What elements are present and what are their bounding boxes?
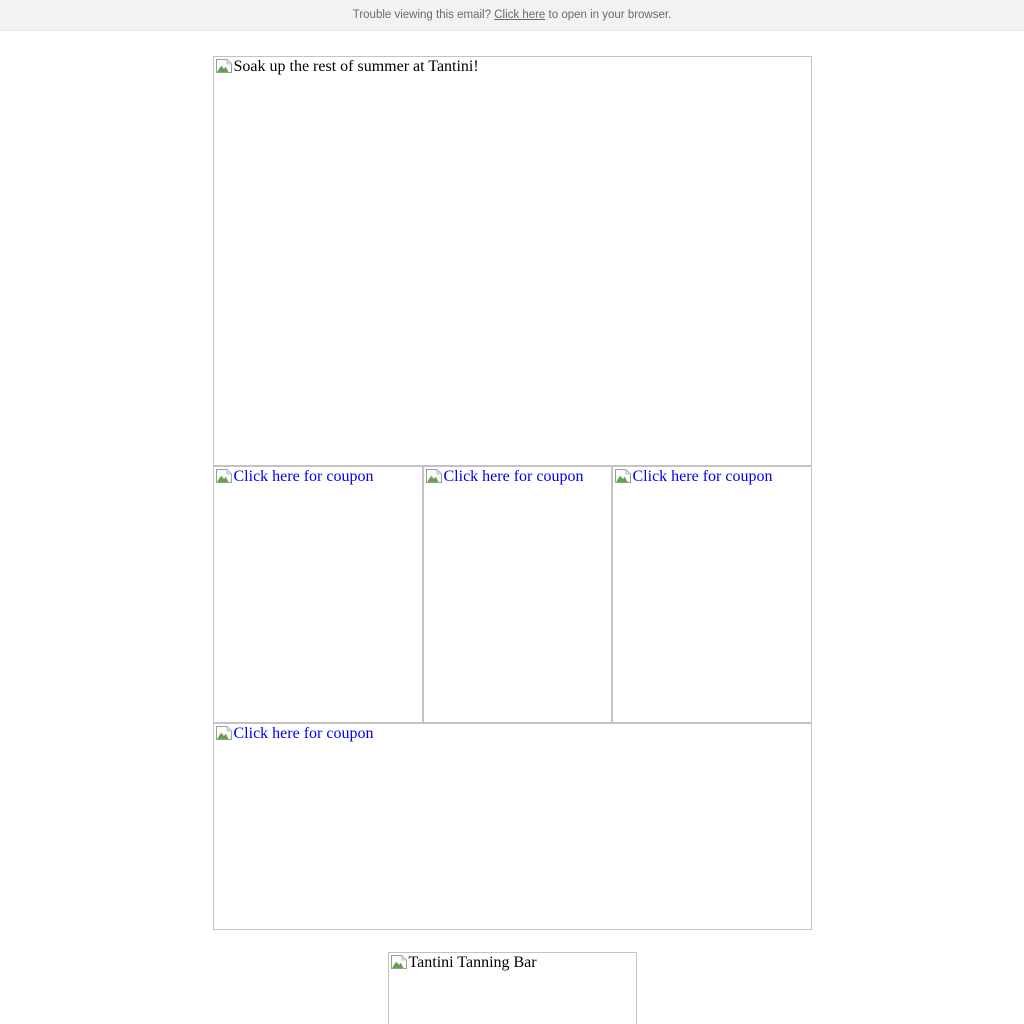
footer-logo-placeholder[interactable] — [388, 952, 637, 1024]
coupon-row — [213, 466, 812, 723]
broken-image-icon — [215, 725, 233, 741]
coupon-image-placeholder-3[interactable] — [612, 466, 812, 723]
footer-alt-text: Tantini Tanning Bar — [408, 954, 537, 971]
broken-image-icon — [215, 58, 233, 74]
coupon-link-alt-text[interactable]: Click here for coupon — [233, 468, 374, 485]
banner-text-after: to open in your browser. — [545, 9, 672, 21]
footer-area — [213, 952, 812, 1024]
coupon-image-placeholder-2[interactable] — [423, 466, 612, 723]
email-body — [213, 56, 812, 1024]
hero-alt-text: Soak up the rest of summer at Tantini! — [233, 58, 479, 75]
coupon-image-placeholder-1[interactable] — [213, 466, 423, 723]
broken-image-icon — [215, 468, 233, 484]
broken-image-icon — [425, 468, 443, 484]
open-in-browser-link[interactable]: Click here — [494, 9, 546, 21]
browser-view-banner — [0, 0, 1024, 31]
banner-text-before: Trouble viewing this email? — [352, 9, 495, 21]
coupon-link-alt-text[interactable]: Click here for coupon — [443, 468, 584, 485]
coupon-link-alt-text[interactable]: Click here for coupon — [632, 468, 773, 485]
coupon-link-alt-text[interactable]: Click here for coupon — [233, 725, 374, 742]
broken-image-icon — [390, 954, 408, 970]
hero-image-placeholder[interactable] — [213, 56, 812, 466]
wide-coupon-image-placeholder[interactable] — [213, 723, 812, 930]
broken-image-icon — [614, 468, 632, 484]
